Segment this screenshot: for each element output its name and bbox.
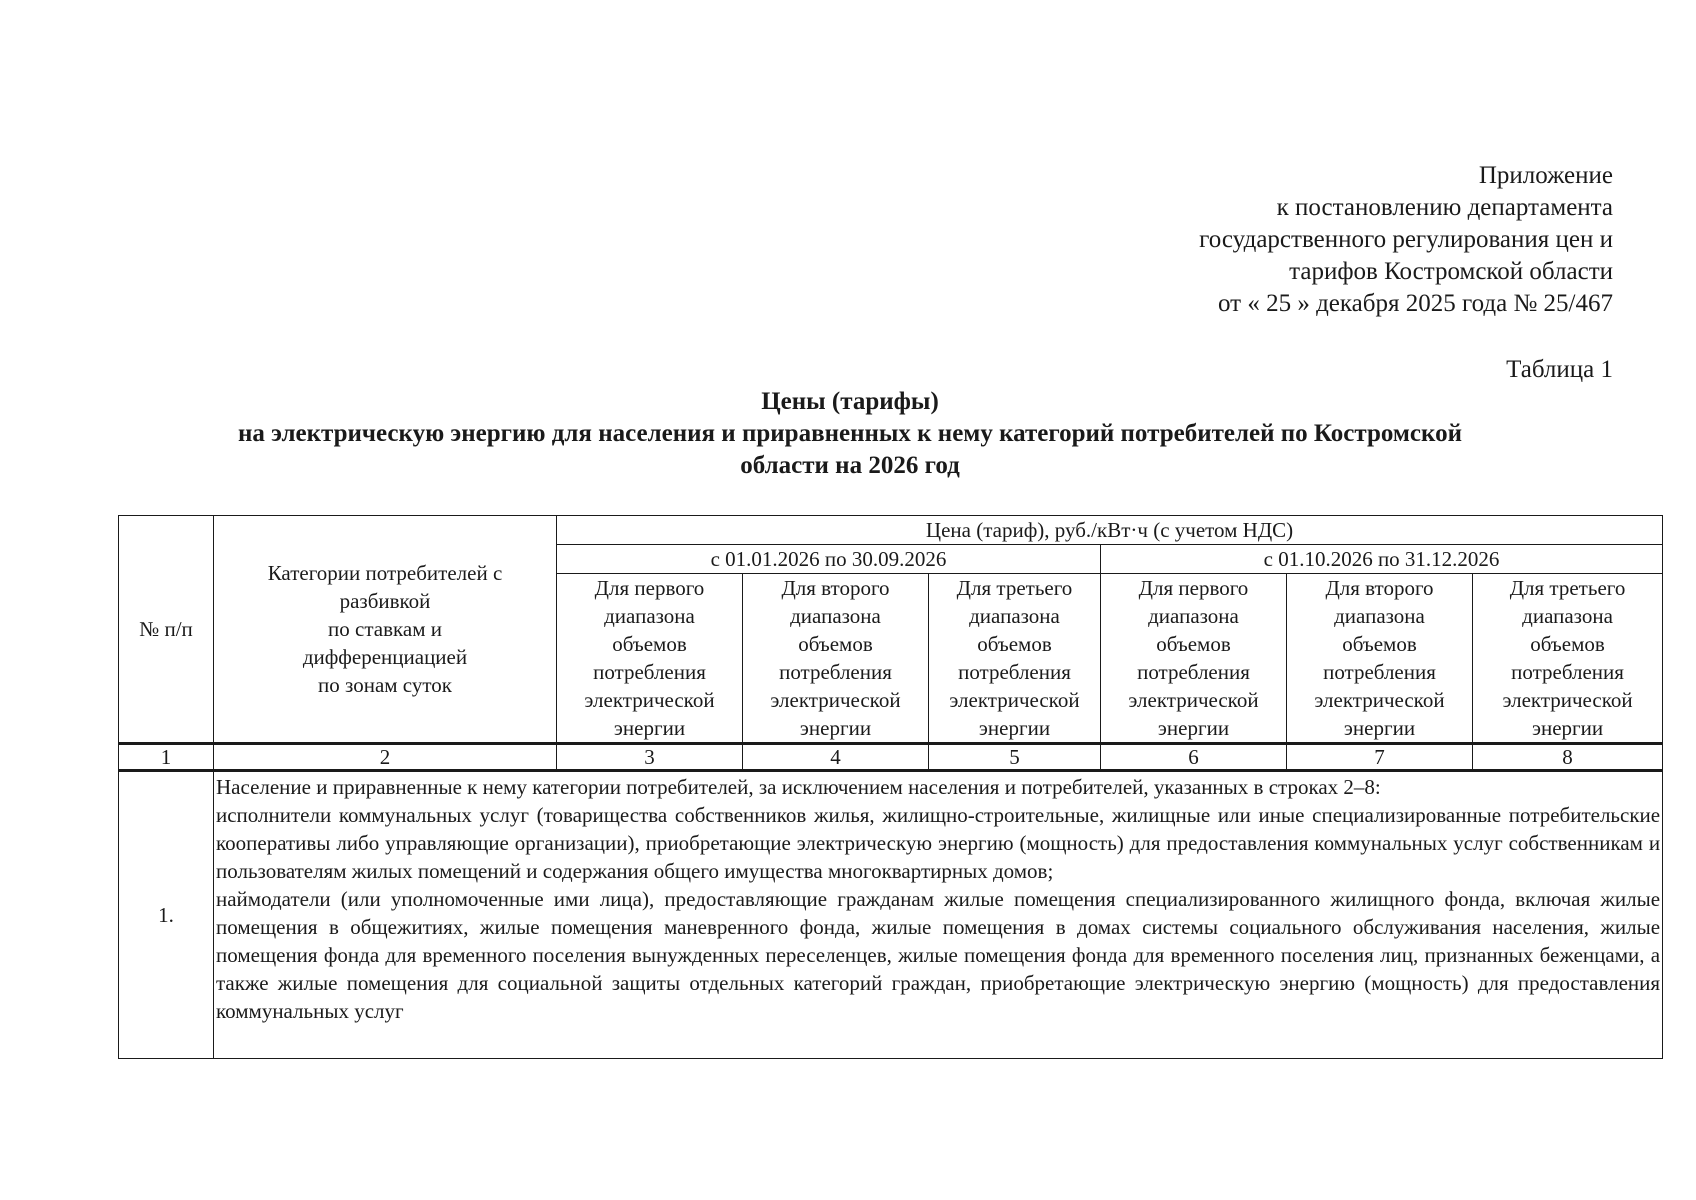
range-line: объемов	[1530, 632, 1605, 656]
header-period-1: с 01.01.2026 по 30.09.2026	[557, 545, 1101, 574]
header-number: № п/п	[119, 516, 214, 744]
table-row	[119, 771, 1663, 1059]
header-category-line: разбивкой	[339, 589, 431, 613]
range-line: диапазона	[1522, 604, 1613, 628]
range-line: Для третьего	[956, 576, 1073, 600]
range-line: объемов	[977, 632, 1052, 656]
range-line: диапазона	[790, 604, 881, 628]
row-number: 1.	[119, 771, 214, 1059]
range-line: потребления	[593, 660, 706, 684]
appendix-date-number: от « 25 » декабря 2025 года № 25/467	[1217, 290, 1613, 317]
header-category-line: по ставкам и	[328, 617, 442, 641]
range-line: Для первого	[1138, 576, 1249, 600]
range-line: объемов	[1156, 632, 1231, 656]
appendix-block	[1199, 160, 1613, 320]
header-category-line: Категории потребителей с	[267, 561, 503, 585]
range-line: энергии	[1157, 716, 1230, 740]
header-range-first	[557, 574, 743, 744]
range-line: энергии	[1343, 716, 1416, 740]
title-line: на электрическую энергию для населения и приравненных к нему категорий потребителей по Костромской	[238, 420, 1462, 447]
range-line: электрической	[949, 688, 1080, 712]
range-line: потребления	[779, 660, 892, 684]
range-line: диапазона	[604, 604, 695, 628]
range-line: Для третьего	[1509, 576, 1626, 600]
range-line: электрической	[1502, 688, 1633, 712]
range-line: потребления	[1511, 660, 1624, 684]
range-line: диапазона	[969, 604, 1060, 628]
range-line: электрической	[1314, 688, 1445, 712]
row-paragraph: наймодатели (или уполномоченные ими лица), предоставляющие гражданам жилые помещения специализированного жилищного фонда, включая жилые помещения в общежитиях, жилые помещения маневренного фонда, жилые помещения в домах системы социального обслуживания населения, жилые помещения фонда для временного поселения вынужденных переселенцев, жилые помещения фонда для временного поселения лиц, признанных беженцами, а также жилые помещения для социальной защиты отдельных категорий граждан, приобретающие электрическую энергию (мощность) для предоставления коммунальных услуг	[216, 887, 1661, 1023]
header-period-2: с 01.10.2026 по 31.12.2026	[1101, 545, 1663, 574]
table-label: Таблица 1	[1506, 356, 1613, 383]
tariff-table	[118, 515, 1663, 1059]
header-range-third	[929, 574, 1101, 744]
range-line: потребления	[1323, 660, 1436, 684]
range-line: диапазона	[1334, 604, 1425, 628]
column-index: 8	[1473, 744, 1663, 771]
header-category	[214, 516, 557, 744]
document-title	[150, 386, 1550, 482]
column-index-row	[119, 744, 1663, 771]
range-line: Для первого	[594, 576, 705, 600]
range-line: электрической	[584, 688, 715, 712]
appendix-line: государственного регулирования цен и	[1199, 226, 1613, 253]
range-line: потребления	[1137, 660, 1250, 684]
range-line: Для второго	[781, 576, 890, 600]
range-line: электрической	[770, 688, 901, 712]
row-paragraph: исполнители коммунальных услуг (товарищества собственников жилья, жилищно-строительные, жилищные или иные специализированные потребительские кооперативы либо управляющие организации), приобретающие электрическую энергию (мощность) для предоставления коммунальных услуг собственникам и пользователям жилых помещений и содержания общего имущества многоквартирных домов;	[216, 803, 1661, 883]
column-index: 1	[119, 744, 214, 771]
appendix-title: Приложение	[1478, 162, 1613, 189]
range-line: энергии	[799, 716, 872, 740]
range-line: Для второго	[1325, 576, 1434, 600]
column-index: 6	[1101, 744, 1287, 771]
header-category-line: по зонам суток	[318, 673, 452, 697]
column-index: 2	[214, 744, 557, 771]
column-index: 3	[557, 744, 743, 771]
header-range-second	[743, 574, 929, 744]
column-index: 4	[743, 744, 929, 771]
header-row	[119, 516, 1663, 545]
row-category-description	[214, 771, 1663, 1059]
range-line: потребления	[958, 660, 1071, 684]
range-line: электрической	[1128, 688, 1259, 712]
range-line: энергии	[978, 716, 1051, 740]
range-line: энергии	[613, 716, 686, 740]
appendix-line: тарифов Костромской области	[1289, 258, 1613, 285]
row-paragraph: Население и приравненные к нему категории потребителей, за исключением населения и потребителей, указанных в строках 2–8:	[216, 775, 1381, 799]
header-range-third	[1473, 574, 1663, 744]
header-category-line: дифференциацией	[302, 645, 468, 669]
appendix-line: к постановлению департамента	[1276, 194, 1613, 221]
range-line: объемов	[798, 632, 873, 656]
range-line: энергии	[1531, 716, 1604, 740]
header-range-second	[1287, 574, 1473, 744]
row-text-container	[216, 773, 1660, 1057]
range-line: диапазона	[1148, 604, 1239, 628]
column-index: 5	[929, 744, 1101, 771]
header-price: Цена (тариф), руб./кВт·ч (с учетом НДС)	[557, 516, 1663, 545]
range-line: объемов	[1342, 632, 1417, 656]
title-line: области на 2026 год	[740, 452, 960, 479]
column-index: 7	[1287, 744, 1473, 771]
range-line: объемов	[612, 632, 687, 656]
header-range-first	[1101, 574, 1287, 744]
title-line: Цены (тарифы)	[761, 388, 939, 415]
